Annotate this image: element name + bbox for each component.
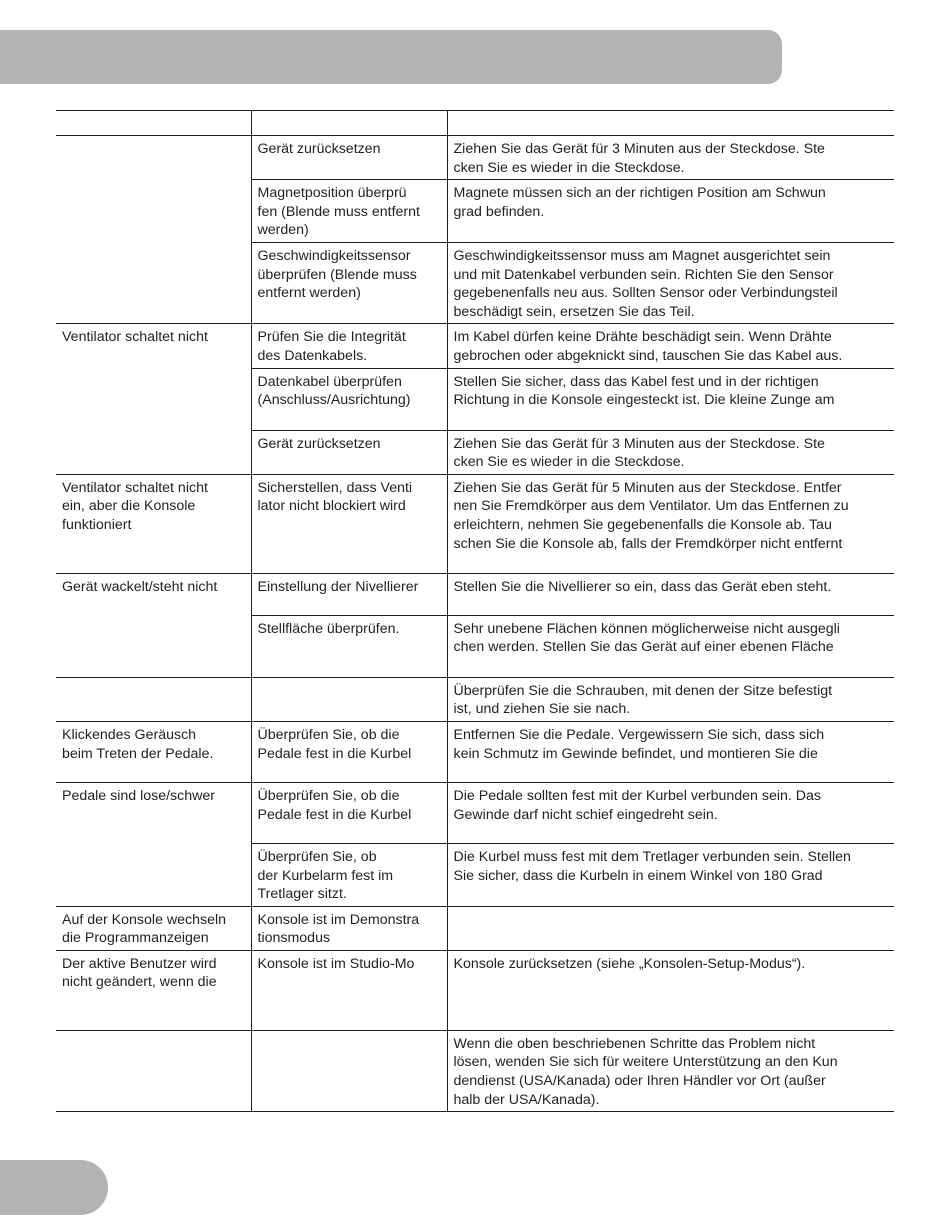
check-cell: Gerät zurücksetzen [251,430,447,474]
problem-cell: Ventilator schaltet nicht [56,324,251,368]
solution-cell: Überprüfen Sie die Schrauben, mit denen der Sitze befestigt ist, und ziehen Sie sie nach. [447,677,894,721]
problem-cell [56,180,251,243]
check-cell: Stellfläche überprüfen. [251,615,447,677]
check-cell [251,1030,447,1111]
troubleshooting-table [56,110,894,1112]
solution-cell: Stellen Sie sicher, dass das Kabel fest und in der richtigen Richtung in die Konsole eingesteckt ist. Die kleine Zunge am [447,368,894,430]
check-cell: Geschwindigkeitssensor überprüfen (Blende muss entfernt werden) [251,242,447,323]
check-cell [251,677,447,721]
table-row [56,324,894,368]
solution-cell: Ziehen Sie das Gerät für 3 Minuten aus der Steckdose. Ste cken Sie es wieder in die Steckdose. [447,136,894,180]
check-cell: Magnetposition überprü fen (Blende muss entfernt werden) [251,180,447,243]
solution-cell: Die Kurbel muss fest mit dem Tretlager verbunden sein. Stellen Sie sicher, dass die Kurbeln in einem Winkel von 180 Grad [447,843,894,906]
table-row [56,1030,894,1111]
table-row [56,430,894,474]
problem-cell: Ventilator schaltet nicht ein, aber die Konsole funktioniert [56,474,251,573]
problem-cell: Der aktive Benutzer wird nicht geändert, wenn die [56,950,251,1030]
check-cell: Überprüfen Sie, ob die Pedale fest in die Kurbel [251,721,447,782]
solution-cell: Wenn die oben beschriebenen Schritte das Problem nicht lösen, wenden Sie sich für weitere Unterstützung an den Kun dendienst (USA/Kanada) oder Ihren Händler vor Ort (außer halb der USA/Kanada). [447,1030,894,1111]
check-cell: Einstellung der Nivellierer [251,573,447,615]
solution-cell: Ziehen Sie das Gerät für 3 Minuten aus der Steckdose. Ste cken Sie es wieder in die Steckdose. [447,430,894,474]
check-cell: Konsole ist im Studio-Mo [251,950,447,1030]
check-cell: Sicherstellen, dass Venti lator nicht blockiert wird [251,474,447,573]
problem-cell [56,843,251,906]
check-cell: Überprüfen Sie, ob der Kurbelarm fest im Tretlager sitzt. [251,843,447,906]
solution-cell: Entfernen Sie die Pedale. Vergewissern Sie sich, dass sich kein Schmutz im Gewinde befindet, und montieren Sie die [447,721,894,782]
header-bar [0,30,782,84]
table-row [56,474,894,573]
problem-cell [56,615,251,677]
problem-cell: Auf der Konsole wechseln die Programmanzeigen [56,906,251,950]
table-row [56,368,894,430]
header-cell-solution [447,111,894,136]
table-row [56,843,894,906]
check-cell: Überprüfen Sie, ob die Pedale fest in die Kurbel [251,782,447,843]
table-row [56,573,894,615]
solution-cell [447,906,894,950]
solution-cell: Ziehen Sie das Gerät für 5 Minuten aus der Steckdose. Entfer nen Sie Fremdkörper aus dem Ventilator. Um das Entfernen zu erleichtern, nehmen Sie gegebenenfalls die Konsole ab. Tau schen Sie die Konsole ab, falls der Fremdkörper nicht entfernt [447,474,894,573]
table-row [56,615,894,677]
check-cell: Gerät zurücksetzen [251,136,447,180]
table-header-row [56,111,894,136]
table-row [56,242,894,323]
table-row [56,136,894,180]
problem-cell [56,242,251,323]
table-row [56,950,894,1030]
problem-cell: Pedale sind lose/schwer [56,782,251,843]
solution-cell: Sehr unebene Flächen können möglicherweise nicht ausgegli chen werden. Stellen Sie das Gerät auf einer ebenen Fläche [447,615,894,677]
troubleshooting-table-wrap [56,110,894,1112]
table-row [56,721,894,782]
header-cell-problem [56,111,251,136]
problem-cell: Gerät wackelt/steht nicht [56,573,251,615]
problem-cell [56,677,251,721]
check-cell: Datenkabel überprüfen (Anschluss/Ausrichtung) [251,368,447,430]
check-cell: Konsole ist im Demonstra tionsmodus [251,906,447,950]
solution-cell: Magnete müssen sich an der richtigen Position am Schwun grad befinden. [447,180,894,243]
check-cell: Prüfen Sie die Integrität des Datenkabels. [251,324,447,368]
table-row [56,782,894,843]
table-row [56,180,894,243]
problem-cell [56,136,251,180]
table-row [56,906,894,950]
solution-cell: Konsole zurücksetzen (siehe „Konsolen-Setup-Modus“). [447,950,894,1030]
page-number-tab [0,1160,108,1215]
header-cell-check [251,111,447,136]
problem-cell [56,430,251,474]
solution-cell: Geschwindigkeitssensor muss am Magnet ausgerichtet sein und mit Datenkabel verbunden sein. Richten Sie den Sensor gegebenenfalls neu aus. Sollten Sensor oder Verbindungsteil beschädigt sein, ersetzen Sie das Teil. [447,242,894,323]
problem-cell: Klickendes Geräusch beim Treten der Pedale. [56,721,251,782]
problem-cell [56,1030,251,1111]
solution-cell: Im Kabel dürfen keine Drähte beschädigt sein. Wenn Drähte gebrochen oder abgeknickt sind, tauschen Sie das Kabel aus. [447,324,894,368]
solution-cell: Die Pedale sollten fest mit der Kurbel verbunden sein. Das Gewinde darf nicht schief eingedreht sein. [447,782,894,843]
solution-cell: Stellen Sie die Nivellierer so ein, dass das Gerät eben steht. [447,573,894,615]
table-row [56,677,894,721]
problem-cell [56,368,251,430]
